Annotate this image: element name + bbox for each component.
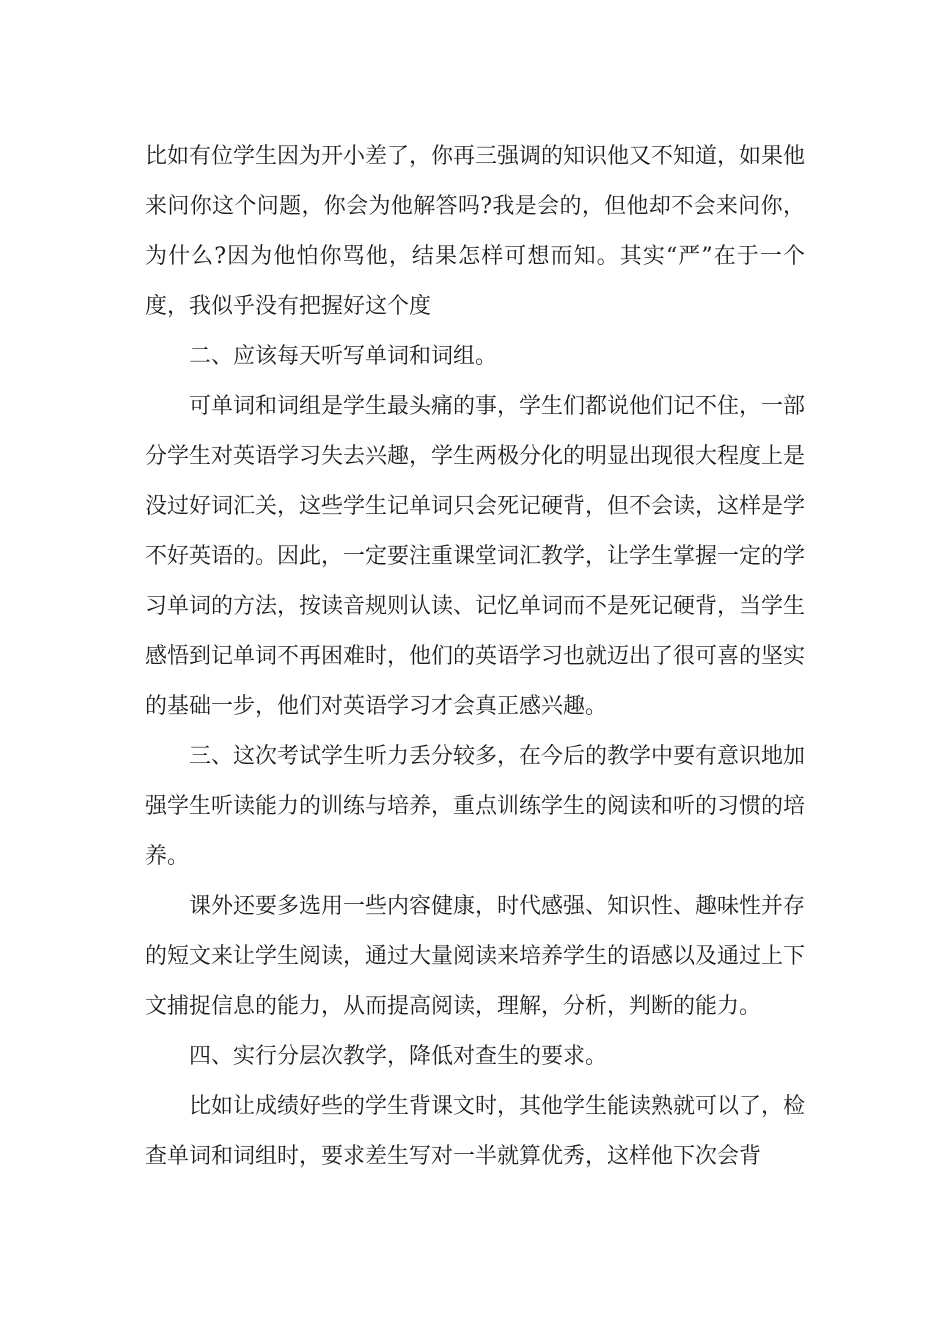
section-heading-2: 二、应该每天听写单词和词组。 — [189, 344, 498, 369]
paragraph-reading: 课外还要多选用一些内容健康，时代感强、知识性、趣味性并存的短文来让学生阅读，通过大量阅读来培养学生的语感以及通过上下文捕捉信息的能力，从而提高阅读，理解，分析，判断的能力。 — [145, 894, 806, 1019]
paragraph-vocabulary: 可单词和词组是学生最头痛的事，学生们都说他们记不住，一部分学生对英语学习失去兴趣，学生两极分化的明显出现很大程度上是没过好词汇关，这些学生记单词只会死记硬背，但不会读，这样是学不好英语的。因此，一定要注重课堂词汇教学，让学生掌握一定的学习单词的方法，按读音规则认读、记忆单词而不是死记硬背，当学生感悟到记单词不再困难时，他们的英语学习也就迈出了很可喜的坚实的基础一步，他们对英语学习才会真正感兴趣。 — [145, 394, 806, 719]
section-heading-3: 三、这次考试学生听力丢分较多，在今后的教学中要有意识地加强学生听读能力的训练与培养，重点训练学生的阅读和听的习惯的培养。 — [145, 744, 806, 869]
document-body — [145, 132, 805, 1182]
section-heading-4: 四、实行分层次教学，降低对查生的要求。 — [189, 1044, 608, 1069]
paragraph-continuation: 比如有位学生因为开小差了，你再三强调的知识他又不知道，如果他来问你这个问题，你会为他解答吗?我是会的，但他却不会来问你，为什么?因为他怕你骂他，结果怎样可想而知。其实“严”在于一个度，我似乎没有把握好这个度 — [145, 144, 806, 319]
paragraph-layered-teaching: 比如让成绩好些的学生背课文时，其他学生能读熟就可以了，检查单词和词组时，要求差生写对一半就算优秀，这样他下次会背 — [145, 1094, 806, 1169]
